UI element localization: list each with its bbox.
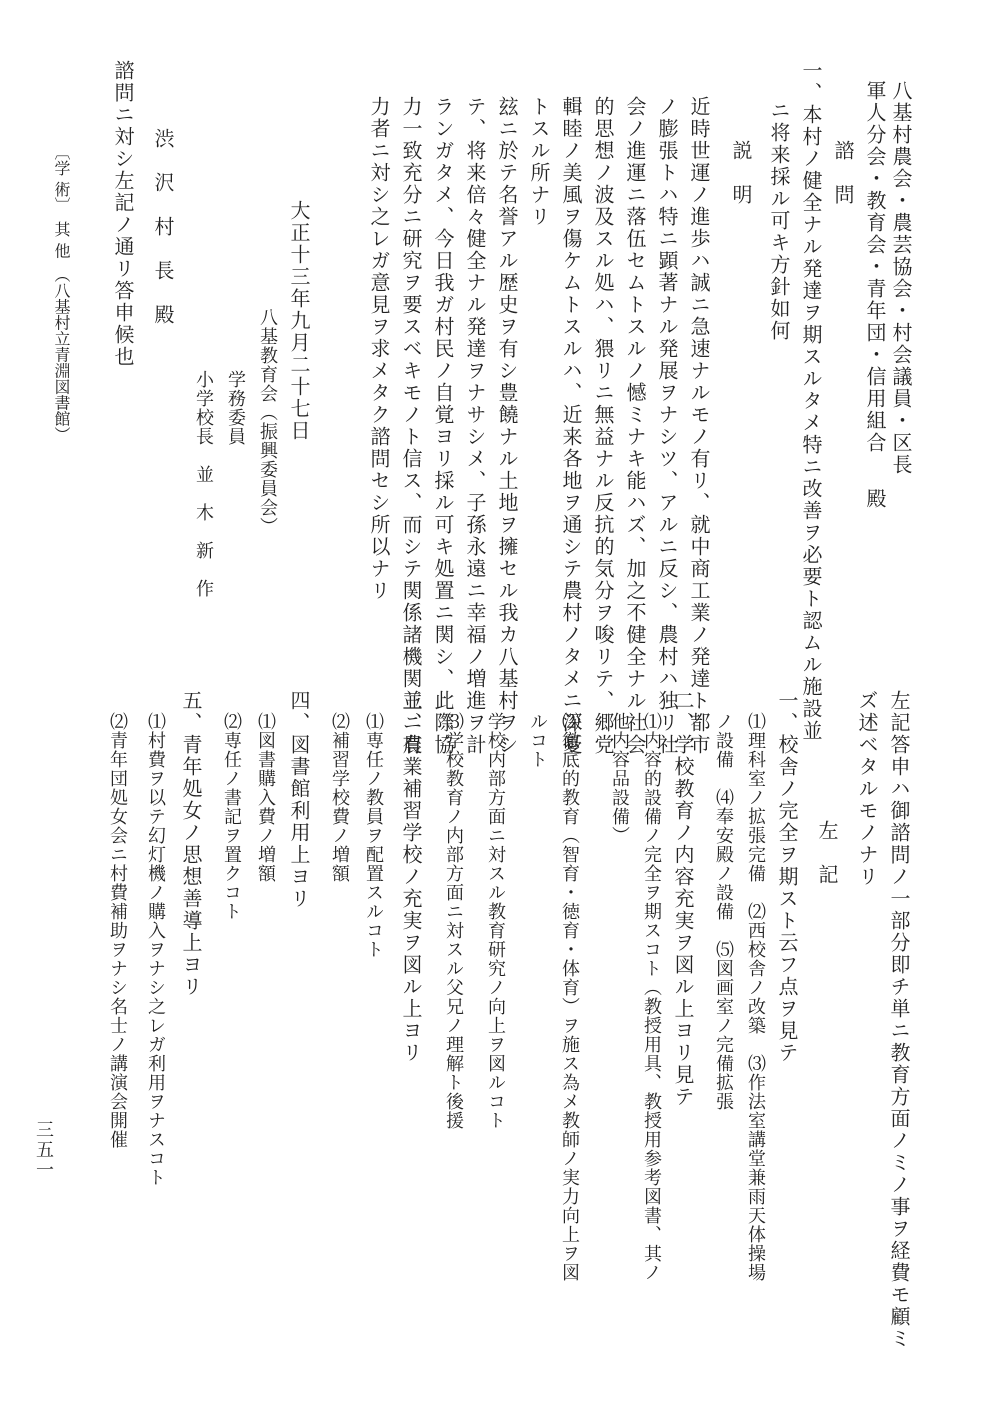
body-line: ランガタメ、今日我ガ村民ノ自覚ヨリ採ル可キ処置ニ関シ、此際協 bbox=[431, 96, 455, 756]
body-line: 輯睦ノ美風ヲ傷ケムトスルハ、近来各地ヲ通シテ農村ノタメニ深憂 bbox=[559, 96, 583, 756]
addressee-line-2: 軍人分会・教育会・青年団・信用組合 bbox=[863, 80, 887, 454]
bottom-line: ノ設備 ⑷奉安殿ノ設備 ⑸図画室ノ完備拡張 bbox=[713, 712, 734, 1111]
bottom-line: ⑶学校教育ノ内部方面ニ対スル父兄ノ理解ト後援 bbox=[443, 712, 464, 1130]
body-line: 会ノ進運ニ落伍セムトスルノ憾ミナキ能ハズ、加之不健全ナル社会 bbox=[623, 96, 647, 756]
organization-line-2: 学務委員 bbox=[225, 370, 246, 446]
bottom-line: 五、青年処女ノ思想善導上ヨリ bbox=[179, 690, 203, 998]
body-line: 玆ニ於テ名誉アル歴史ヲ有シ豊饒ナル土地ヲ擁セル我カ八基村ヲシ bbox=[495, 96, 519, 756]
body-line: トスル所ナリ bbox=[527, 96, 551, 228]
bottom-line: ⑵徹底的教育（智育・徳育・体育）ヲ施ス為メ教師ノ実力向上ヲ図 bbox=[559, 712, 580, 1282]
bottom-line: ⑵青年団処女会ニ村費補助ヲナシ名士ノ講演会開催 bbox=[107, 712, 128, 1149]
bottom-line: 二、学校教育ノ内容充実ヲ図ル上ヨリ見テ bbox=[671, 690, 695, 1108]
organization-line-3: 小学校長 並 木 新 作 bbox=[193, 370, 214, 598]
body-line: 力一致充分ニ研究ヲ要スベキモノト信ス、而シテ関係諸機関並ニ有 bbox=[399, 96, 423, 756]
body-line: 近時世運ノ進歩ハ誠ニ急速ナルモノ有リ、就中商工業ノ発達ト都市 bbox=[687, 96, 711, 756]
bottom-line: ⑵専任ノ書記ヲ置クコト bbox=[221, 712, 242, 921]
bottom-line: 学校内部方面ニ対スル教育研究ノ向上ヲ図ルコト bbox=[485, 712, 506, 1130]
bottom-line: ズ述ベタルモノナリ bbox=[855, 690, 879, 888]
recipient: 渋 沢 村 長 殿 bbox=[151, 128, 175, 326]
addressee-honorific: 殿 bbox=[863, 488, 887, 510]
explanation-heading: 説 明 bbox=[729, 140, 753, 206]
addressee-line-1: 八基村農会・農芸協会・村会議員・区長 bbox=[889, 80, 913, 476]
bottom-line: 左記答申ハ御諮問ノ一部分即チ単ニ教育方面ノミノ事ヲ経費モ顧ミ bbox=[887, 690, 911, 1350]
bottom-line: 三、農業補習学校ノ充実ヲ図ル上ヨリ bbox=[399, 690, 423, 1064]
bottom-line: 四、図書館利用上ヨリ bbox=[287, 690, 311, 910]
bottom-line: 一、校舎ノ完全ヲ期スト云フ点ヲ見テ bbox=[775, 690, 799, 1064]
bottom-line: ルコト bbox=[527, 712, 548, 769]
bottom-line: 左 記 bbox=[815, 820, 839, 886]
bottom-line: ⑴図書購入費ノ増額 bbox=[255, 712, 276, 883]
bottom-line: 他内容品設備） bbox=[609, 712, 630, 845]
bottom-line: ⑴理科室ノ拡張完備 ⑵西校舎ノ改築 ⑶作法室講堂兼雨天体操場 bbox=[745, 712, 766, 1282]
bottom-line: ⑵補習学校費ノ増額 bbox=[329, 712, 350, 883]
date: 大正十三年九月二十七日 bbox=[287, 200, 311, 442]
reply-line: 諮問ニ対シ左記ノ通リ答申候也 bbox=[111, 60, 135, 368]
bottom-line: ⑴村費ヲ以テ幻灯機ノ購入ヲナシ之レガ利用ヲナスコト bbox=[145, 712, 166, 1187]
organization-line-1: 八基教育会（振興委員会） bbox=[257, 308, 278, 536]
question-1-line-2: ニ将来採ル可キ方針如何 bbox=[767, 100, 791, 342]
bottom-line: ⑴専任ノ教員ヲ配置スルコト bbox=[363, 712, 384, 959]
footer-caption: 〔学 術〕 其 他 （八基村立青淵図書館） bbox=[52, 144, 71, 443]
page-number: 三五一 bbox=[33, 1120, 54, 1180]
question-1-line-1: 一、本村ノ健全ナル発達ヲ期スルタメ特ニ改善ヲ必要ト認ムル施設並 bbox=[799, 60, 823, 742]
inquiry-heading: 諮 問 bbox=[831, 140, 855, 206]
body-line: 力者ニ対シ之レガ意見ヲ求メタク諮問セシ所以ナリ bbox=[367, 96, 391, 602]
body-line: ノ膨張トハ特ニ顕著ナル発展ヲナシツ、アルニ反シ、農村ハ独リ社 bbox=[655, 96, 679, 756]
body-line: テ、将来倍々健全ナル発達ヲナサシメ、子孫永遠ニ幸福ノ増進ヲ計 bbox=[463, 96, 487, 756]
bottom-line: ⑴内容的設備ノ完全ヲ期スコト（教授用具、教授用参考図書、其ノ bbox=[641, 712, 662, 1282]
body-line: 的思想ノ波及スル処ハ、猥リニ無益ナル反抗的気分ヲ唆リテ、郷党 bbox=[591, 96, 615, 756]
